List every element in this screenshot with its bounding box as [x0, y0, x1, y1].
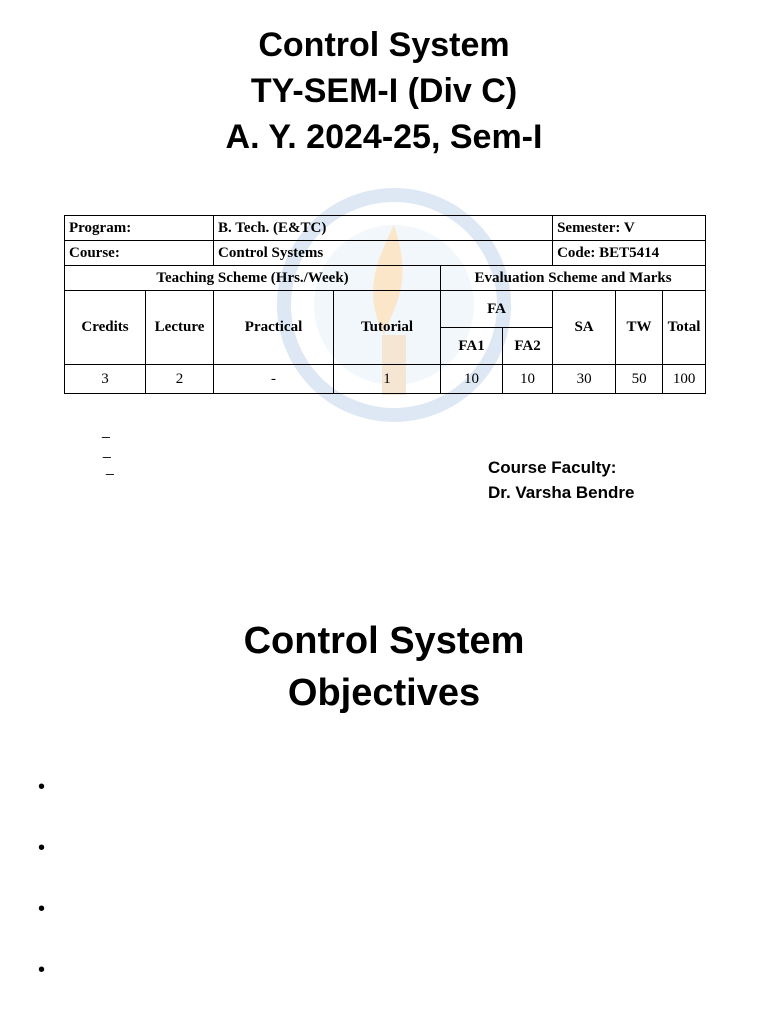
- lecture-value: 2: [146, 365, 214, 394]
- objectives-title-course: Control System: [243, 620, 525, 662]
- course-scheme-table-wrapper: [64, 215, 705, 403]
- title-division: TY-SEM-I (Div C): [250, 72, 518, 110]
- objective-bullet: •: [38, 898, 46, 920]
- objective-bullet: •: [38, 959, 46, 981]
- tutorial-header: Tutorial: [334, 291, 441, 365]
- dash-marker: _: [103, 442, 111, 458]
- practical-header: Practical: [214, 291, 334, 365]
- title-course: Control System: [258, 26, 510, 64]
- fa2-header: FA2: [503, 328, 553, 365]
- sa-value: 30: [553, 365, 616, 394]
- tutorial-value: 1: [334, 365, 441, 394]
- credits-value: 3: [65, 365, 146, 394]
- course-label: Course:: [65, 241, 214, 266]
- sa-header: SA: [553, 291, 616, 365]
- course-faculty-block: [488, 455, 634, 505]
- fa-header: FA: [441, 291, 553, 328]
- dash-marker: _: [106, 459, 114, 475]
- course-value: Control Systems: [214, 241, 553, 266]
- semester-cell: Semester: V: [553, 216, 706, 241]
- lecture-header: Lecture: [146, 291, 214, 365]
- objective-bullet: •: [38, 776, 46, 798]
- slide-title: [0, 22, 768, 160]
- objective-bullet: •: [38, 837, 46, 859]
- fa2-value: 10: [503, 365, 553, 394]
- total-header: Total: [663, 291, 706, 365]
- teaching-scheme-header: Teaching Scheme (Hrs./Week): [65, 266, 441, 291]
- tw-header: TW: [616, 291, 663, 365]
- faculty-label: Course Faculty:: [488, 458, 617, 477]
- tw-value: 50: [616, 365, 663, 394]
- objectives-title-heading: Objectives: [287, 672, 481, 714]
- fa1-header: FA1: [441, 328, 503, 365]
- dash-marker: _: [102, 422, 110, 438]
- code-cell: Code: BET5414: [553, 241, 706, 266]
- title-academic-year: A. Y. 2024-25, Sem-I: [225, 118, 543, 156]
- faculty-name: Dr. Varsha Bendre: [488, 483, 635, 502]
- program-label: Program:: [65, 216, 214, 241]
- total-value: 100: [663, 365, 706, 394]
- course-scheme-table: [64, 215, 706, 394]
- evaluation-scheme-header: Evaluation Scheme and Marks: [441, 266, 706, 291]
- practical-value: -: [214, 365, 334, 394]
- fa1-value: 10: [441, 365, 503, 394]
- objectives-title: [0, 615, 768, 719]
- program-value: B. Tech. (E&TC): [214, 216, 553, 241]
- credits-header: Credits: [65, 291, 146, 365]
